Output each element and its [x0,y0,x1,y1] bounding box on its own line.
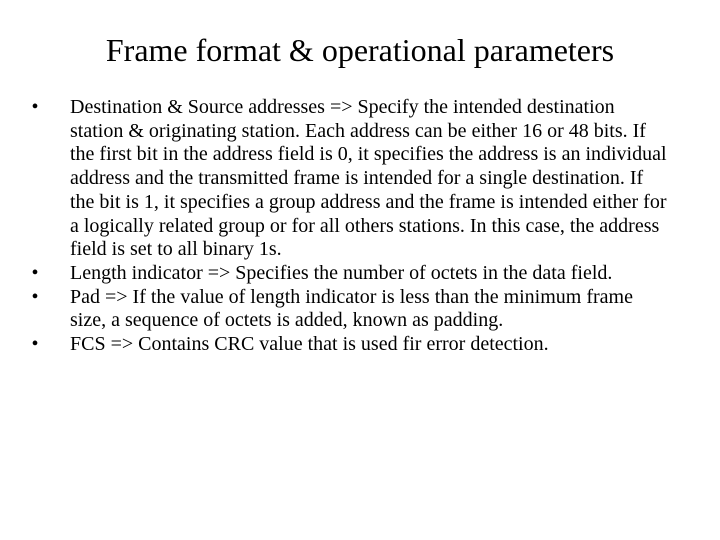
bullet-text: FCS => Contains CRC value that is used fir error detection. [70,333,549,356]
slide-title: Frame format & operational parameters [105,32,615,68]
bullet-icon: • [31,333,39,356]
bullet-icon: • [31,261,39,284]
bullet-item-length-indicator [28,262,668,286]
bullet-text: Pad => If the value of length indicator is less than the minimum frame size, a sequence of octets is added, known as padding. [70,285,633,332]
bullet-item-pad [28,286,668,333]
bullet-item-addresses [28,96,668,262]
bullet-list [28,96,668,357]
bullet-item-fcs [28,333,668,357]
bullet-icon: • [31,96,39,118]
bullet-icon: • [31,285,39,308]
bullet-text: Destination & Source addresses => Specify the intended destination station & originating station. Each address can be either 16 or 48 bits. If the first bit in the address field is 0, it specifies the address is an individual address and the transmitted frame is intended for a single destination. If the bit is 1, it specifies a group address and the frame is intended either for a logically related group or for all others stations. In this case, the address field is set to all binary 1s. [70,96,667,261]
bullet-text: Length indicator => Specifies the number of octets in the data field. [70,261,613,284]
